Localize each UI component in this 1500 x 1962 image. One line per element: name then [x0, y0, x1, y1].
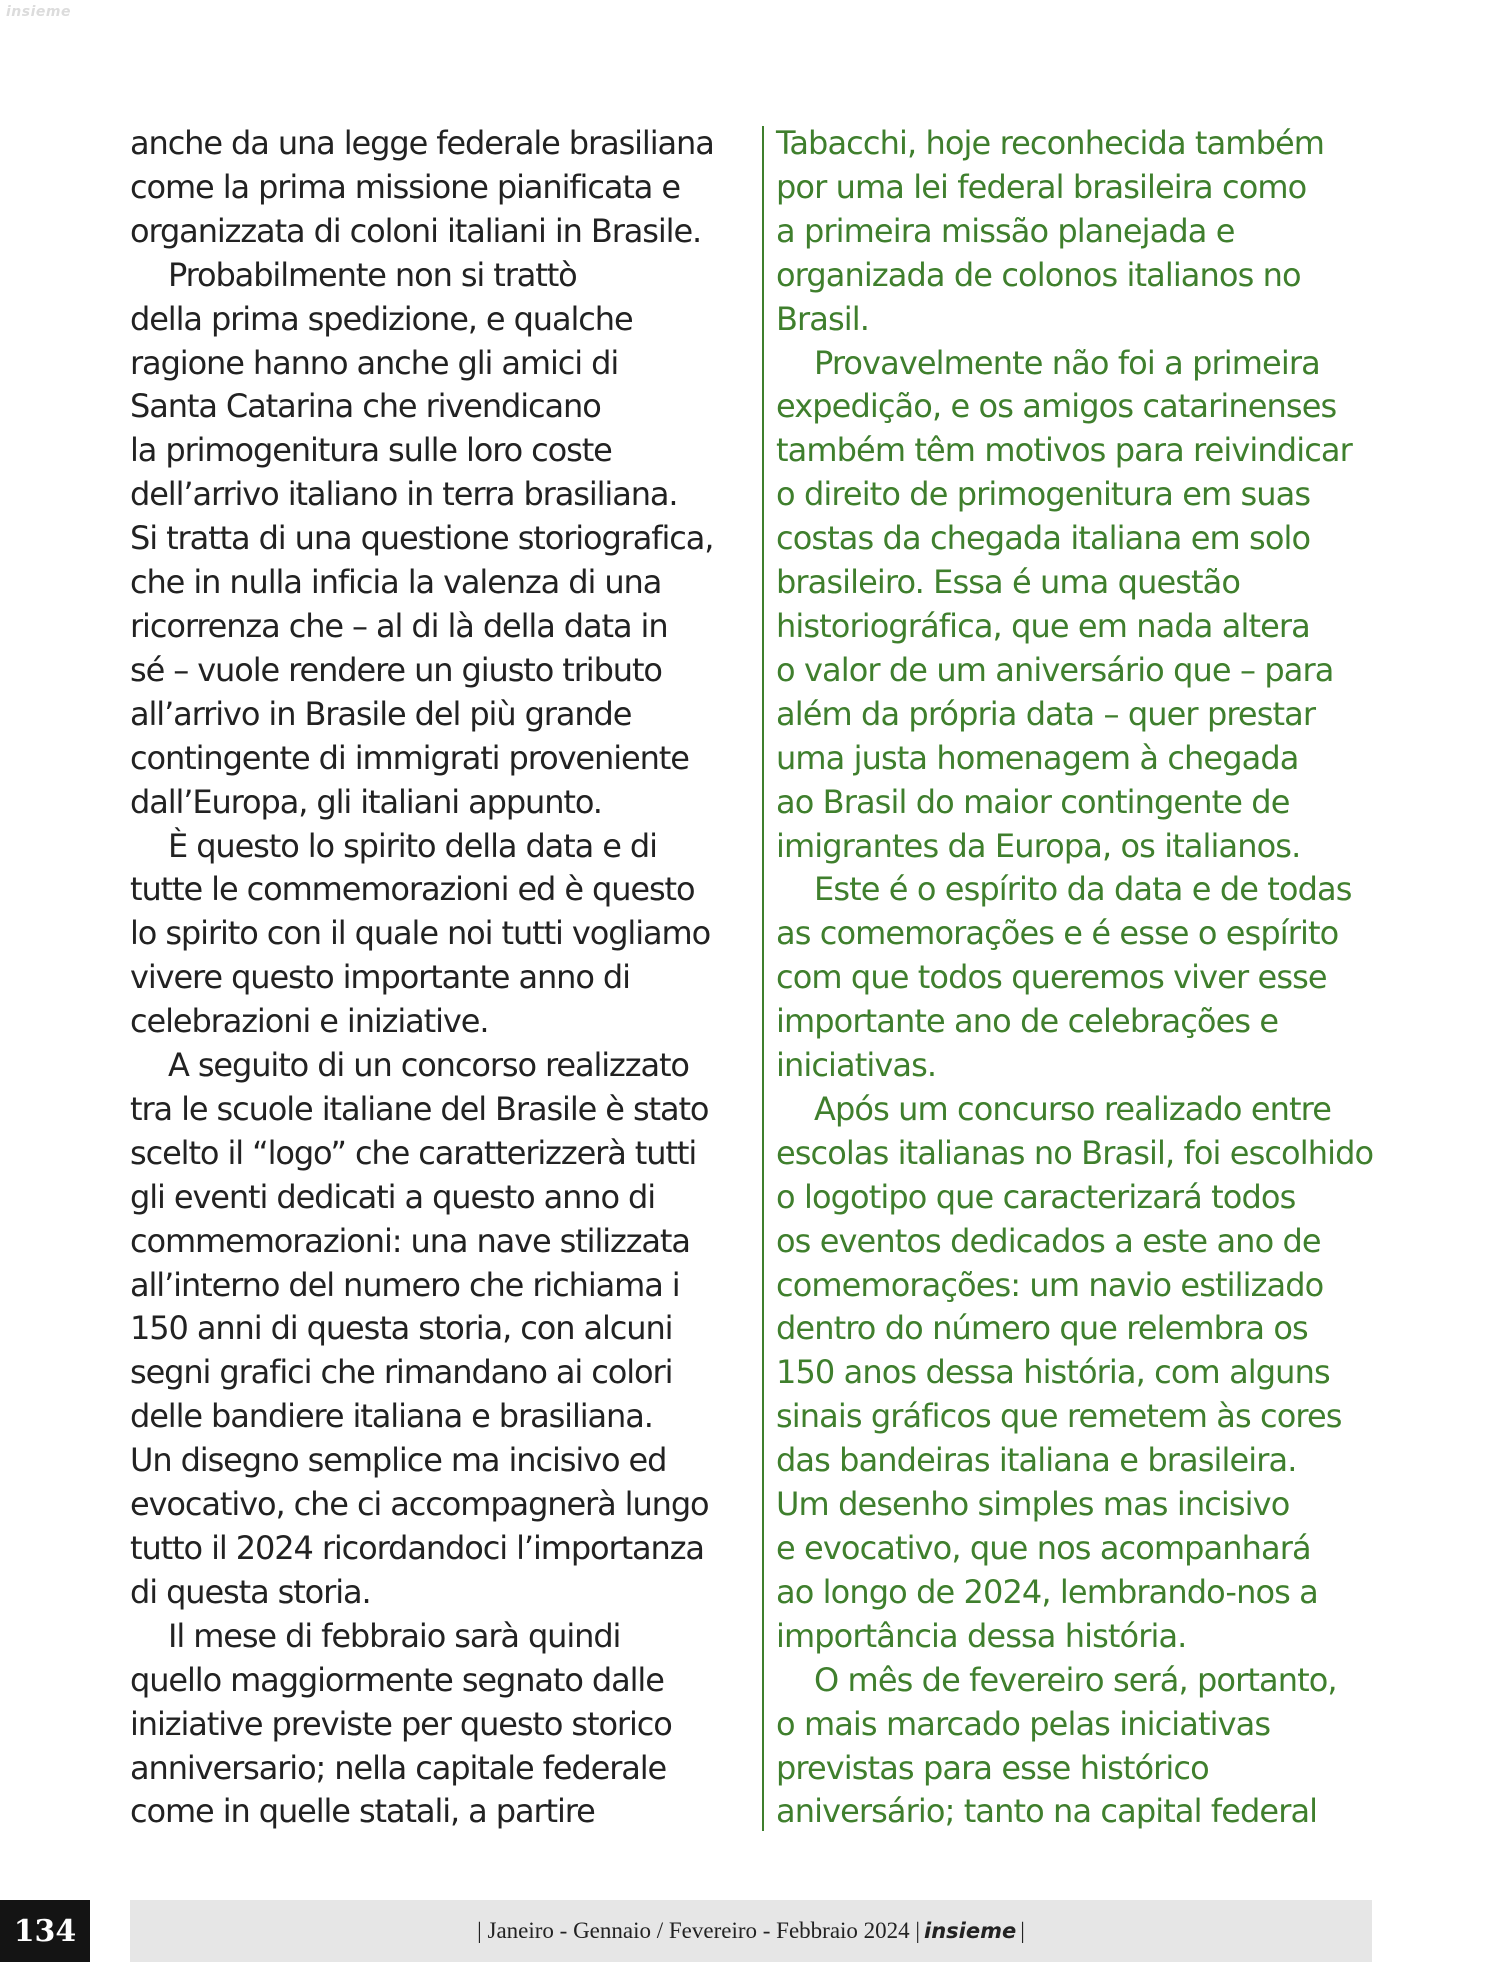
portuguese-text-line: por uma lei federal brasileira como	[776, 167, 1307, 206]
portuguese-text-line: comemorações: um navio estilizado	[776, 1265, 1324, 1304]
portuguese-text-line: expedição, e os amigos catarinenses	[776, 387, 1337, 426]
portuguese-text-line: imigrantes da Europa, os italianos.	[776, 826, 1301, 865]
portuguese-text-line: Brasil.	[776, 299, 870, 338]
italian-text-line: della prima spedizione, e qualche	[130, 299, 633, 338]
portuguese-text-line: historiográfica, que em nada altera	[776, 606, 1310, 645]
portuguese-text-line: dentro do número que relembra os	[776, 1309, 1308, 1348]
footer-brand-logo: insieme	[924, 1919, 1017, 1943]
italian-text-line: come la prima missione pianificata e	[130, 167, 680, 206]
portuguese-text-line: Um desenho simples mas incisivo	[776, 1485, 1290, 1524]
portuguese-text-line: além da própria data – quer prestar	[776, 694, 1316, 733]
portuguese-text-line: Tabacchi, hoje reconhecida também	[776, 124, 1325, 162]
portuguese-text-line: iniciativas.	[776, 1046, 937, 1085]
portuguese-text-line: importante ano de celebrações e	[776, 1002, 1279, 1041]
italian-paragraph	[130, 1044, 740, 1615]
portuguese-text-line: e evocativo, que nos acompanhará	[776, 1529, 1311, 1567]
italian-text-line: contingente di immigrati proveniente	[130, 738, 689, 777]
italian-text-line: anche da una legge federale brasiliana	[130, 124, 714, 162]
italian-text-line: organizzata di coloni italiani in Brasile.	[130, 211, 702, 250]
page-number: 134	[0, 1900, 90, 1962]
italian-text-line: iniziative previste per questo storico	[130, 1704, 672, 1743]
italian-paragraph	[130, 825, 740, 1045]
watermark-logo: insieme	[6, 4, 71, 20]
italian-text-line: vivere questo importante anno di	[130, 958, 630, 997]
portuguese-text-line: Provavelmente não foi a primeira	[814, 343, 1320, 382]
portuguese-text-line: o mais marcado pelas iniciativas	[776, 1704, 1271, 1743]
italian-text-line: all’arrivo in Brasile del più grande	[130, 694, 632, 733]
portuguese-text-line: ao longo de 2024, lembrando-nos a	[776, 1572, 1318, 1611]
italian-text-line: la primogenitura sulle loro coste	[130, 431, 612, 470]
italian-text-line: come in quelle statali, a partire	[130, 1792, 595, 1831]
italian-text-line: Si tratta di una questione storiografica,	[130, 519, 714, 558]
italian-text-line: scelto il “logo” che caratterizzerà tutti	[130, 1133, 697, 1172]
portuguese-text-line: o direito de primogenitura em suas	[776, 475, 1311, 514]
italian-text-column	[130, 122, 740, 1834]
italian-text-line: 150 anni di questa storia, con alcuni	[130, 1309, 673, 1348]
footer-issue-text: | Janeiro - Gennaio / Fevereiro - Febbraio 2024 |	[477, 1918, 921, 1943]
portuguese-text-line: uma justa homenagem à chegada	[776, 738, 1299, 777]
italian-text-line: Il mese di febbraio sarà quindi	[168, 1616, 621, 1655]
portuguese-text-line: aniversário; tanto na capital federal	[776, 1792, 1318, 1831]
portuguese-text-column	[776, 122, 1396, 1834]
italian-text-line: evocativo, che ci accompagnerà lungo	[130, 1485, 709, 1524]
italian-text-line: sé – vuole rendere un giusto tributo	[130, 650, 662, 689]
italian-text-line: tutto il 2024 ricordandoci l’importanza	[130, 1529, 704, 1567]
portuguese-paragraph	[776, 1088, 1396, 1659]
italian-text-line: lo spirito con il quale noi tutti vogliamo	[130, 914, 711, 953]
footer-bar	[130, 1900, 1372, 1962]
italian-text-line: ragione hanno anche gli amici di	[130, 343, 619, 382]
portuguese-text-line: com que todos queremos viver esse	[776, 958, 1327, 997]
portuguese-text-line: organizada de colonos italianos no	[776, 255, 1301, 294]
portuguese-text-line: previstas para esse histórico	[776, 1748, 1209, 1787]
italian-text-line: Probabilmente non si trattò	[168, 255, 577, 294]
italian-text-line: È questo lo spirito della data e di	[168, 826, 657, 865]
italian-text-line: dall’Europa, gli italiani appunto.	[130, 782, 602, 821]
italian-text-line: dell’arrivo italiano in terra brasiliana.	[130, 475, 678, 514]
italian-text-line: delle bandiere italiana e brasiliana.	[130, 1397, 653, 1436]
italian-text-line: anniversario; nella capitale federale	[130, 1748, 667, 1787]
italian-paragraph	[130, 254, 740, 825]
portuguese-text-line: das bandeiras italiana e brasileira.	[776, 1441, 1297, 1480]
italian-text-line: quello maggiormente segnato dalle	[130, 1660, 664, 1699]
portuguese-text-line: importância dessa história.	[776, 1616, 1187, 1655]
italian-text-line: Un disegno semplice ma incisivo ed	[130, 1441, 667, 1480]
italian-paragraph	[130, 1615, 740, 1835]
italian-text-line: all’interno del numero che richiama i	[130, 1265, 680, 1304]
portuguese-text-line: Este é o espírito da data e de todas	[814, 870, 1352, 909]
portuguese-text-line: 150 anos dessa história, com alguns	[776, 1353, 1330, 1392]
portuguese-text-line: O mês de fevereiro será, portanto,	[814, 1660, 1337, 1699]
portuguese-text-line: costas da chegada italiana em solo	[776, 519, 1311, 558]
portuguese-paragraph	[776, 868, 1396, 1088]
italian-text-line: ricorrenza che – al di là della data in	[130, 606, 668, 645]
portuguese-text-line: também têm motivos para reivindicar	[776, 431, 1352, 470]
italian-text-line: segni grafici che rimandano ai colori	[130, 1353, 673, 1392]
portuguese-text-line: sinais gráficos que remetem às cores	[776, 1397, 1342, 1436]
portuguese-text-line: os eventos dedicados a este ano de	[776, 1221, 1321, 1260]
italian-text-line: che in nulla inficia la valenza di una	[130, 563, 662, 602]
portuguese-text-line: a primeira missão planejada e	[776, 211, 1235, 250]
portuguese-paragraph	[776, 122, 1396, 342]
italian-paragraph	[130, 122, 740, 254]
portuguese-text-line: as comemorações e é esse o espírito	[776, 914, 1339, 953]
portuguese-text-line: ao Brasil do maior contingente de	[776, 782, 1290, 821]
italian-text-line: tutte le commemorazioni ed è questo	[130, 870, 695, 909]
footer-end-bar: |	[1020, 1918, 1025, 1943]
column-divider	[762, 126, 764, 1831]
portuguese-paragraph	[776, 1659, 1396, 1835]
italian-text-line: Santa Catarina che rivendicano	[130, 387, 601, 426]
portuguese-text-line: escolas italianas no Brasil, foi escolhido	[776, 1133, 1374, 1172]
italian-text-line: di questa storia.	[130, 1572, 371, 1611]
italian-text-line: tra le scuole italiane del Brasile è stato	[130, 1089, 709, 1128]
portuguese-text-line: o logotipo que caracterizará todos	[776, 1177, 1296, 1216]
italian-text-line: commemorazioni: una nave stilizzata	[130, 1221, 690, 1260]
portuguese-paragraph	[776, 342, 1396, 869]
italian-text-line: A seguito di un concorso realizzato	[168, 1046, 689, 1085]
portuguese-text-line: brasileiro. Essa é uma questão	[776, 563, 1241, 602]
italian-text-line: celebrazioni e iniziative.	[130, 1002, 489, 1041]
italian-text-line: gli eventi dedicati a questo anno di	[130, 1177, 656, 1216]
portuguese-text-line: o valor de um aniversário que – para	[776, 650, 1334, 689]
portuguese-text-line: Após um concurso realizado entre	[814, 1089, 1332, 1128]
